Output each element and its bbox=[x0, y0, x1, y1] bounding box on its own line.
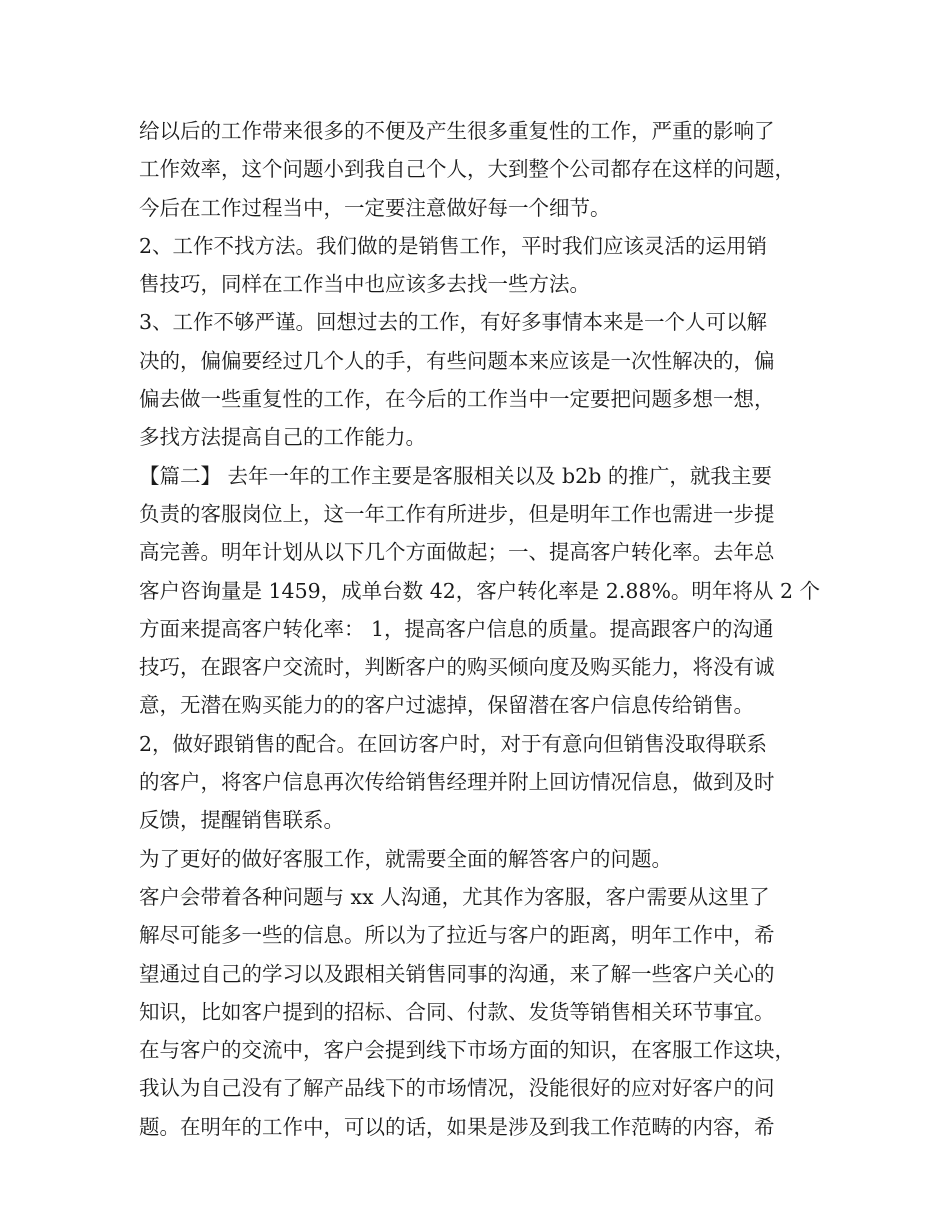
text-line: 方面来提高客户转化率： 1，提高客户信息的质量。提高跟客户的沟通 bbox=[139, 616, 774, 641]
text-line: 给以后的工作带来很多的不便及产生很多重复性的工作，严重的影响了 bbox=[139, 119, 775, 143]
text-line: 负责的客服岗位上，这一年工作有所进步，但是明年工作也需进一步提 bbox=[139, 501, 775, 526]
text-line: 客户会带着各种问题与 xx 人沟通，尤其作为客服，客户需要从这里了 bbox=[139, 884, 770, 909]
text-line: 2，做好跟销售的配合。在回访客户时，对于有意向但销售没取得联系 bbox=[139, 731, 768, 756]
text-line: 2、工作不找方法。我们做的是销售工作，平时我们应该灵活的运用销 bbox=[139, 233, 768, 258]
text-line: 我认为自己没有了解产品线下的市场情况，没能很好的应对好客户的问 bbox=[139, 1076, 775, 1101]
text-line: 反馈，提醒销售联系。 bbox=[139, 808, 344, 833]
text-line: 售技巧，同样在工作当中也应该多去找一些方法。 bbox=[139, 272, 590, 297]
text-line: 望通过自己的学习以及跟相关销售同事的沟通，来了解一些客户关心的 bbox=[139, 961, 775, 986]
body-text bbox=[139, 112, 829, 1146]
text-line: 的客户，将客户信息再次传给销售经理并附上回访情况信息，做到及时 bbox=[139, 770, 775, 795]
text-line: 工作效率，这个问题小到我自己个人，大到整个公司都存在这样的问题， bbox=[139, 157, 795, 182]
text-line: 今后在工作过程当中，一定要注意做好每一个细节。 bbox=[139, 195, 611, 220]
text-line: 在与客户的交流中，客户会提到线下市场方面的知识，在客服工作这块， bbox=[139, 1038, 795, 1063]
section-heading-line: 【篇二】 去年一年的工作主要是客服相关以及 b2b 的推广，就我主要 bbox=[139, 463, 772, 488]
text-line: 多找方法提高自己的工作能力。 bbox=[139, 425, 426, 450]
text-line: 3、工作不够严谨。回想过去的工作，有好多事情本来是一个人可以解 bbox=[139, 310, 768, 335]
text-line: 技巧，在跟客户交流时，判断客户的购买倾向度及购买能力，将没有诚 bbox=[139, 655, 775, 680]
text-line: 解尽可能多一些的信息。所以为了拉近与客户的距离，明年工作中，希 bbox=[139, 923, 775, 948]
text-line: 客户咨询量是 1459，成单台数 42，客户转化率是 2.88%。明年将从 2 个 bbox=[139, 578, 821, 603]
text-line: 题。在明年的工作中，可以的话，如果是涉及到我工作范畴的内容，希 bbox=[139, 1114, 775, 1139]
text-line: 知识，比如客户提到的招标、合同、付款、发货等销售相关环节事宜。 bbox=[139, 999, 775, 1024]
text-line: 高完善。明年计划从以下几个方面做起；一、提高客户转化率。去年总 bbox=[139, 540, 775, 565]
text-line: 为了更好的做好客服工作，就需要全面的解答客户的问题。 bbox=[139, 846, 672, 871]
text-line: 偏去做一些重复性的工作，在今后的工作当中一定要把问题多想一想， bbox=[139, 387, 775, 412]
text-line: 意，无潜在购买能力的的客户过滤掉，保留潜在客户信息传给销售。 bbox=[139, 693, 754, 718]
text-line: 决的，偏偏要经过几个人的手，有些问题本来应该是一次性解决的，偏 bbox=[139, 348, 775, 373]
